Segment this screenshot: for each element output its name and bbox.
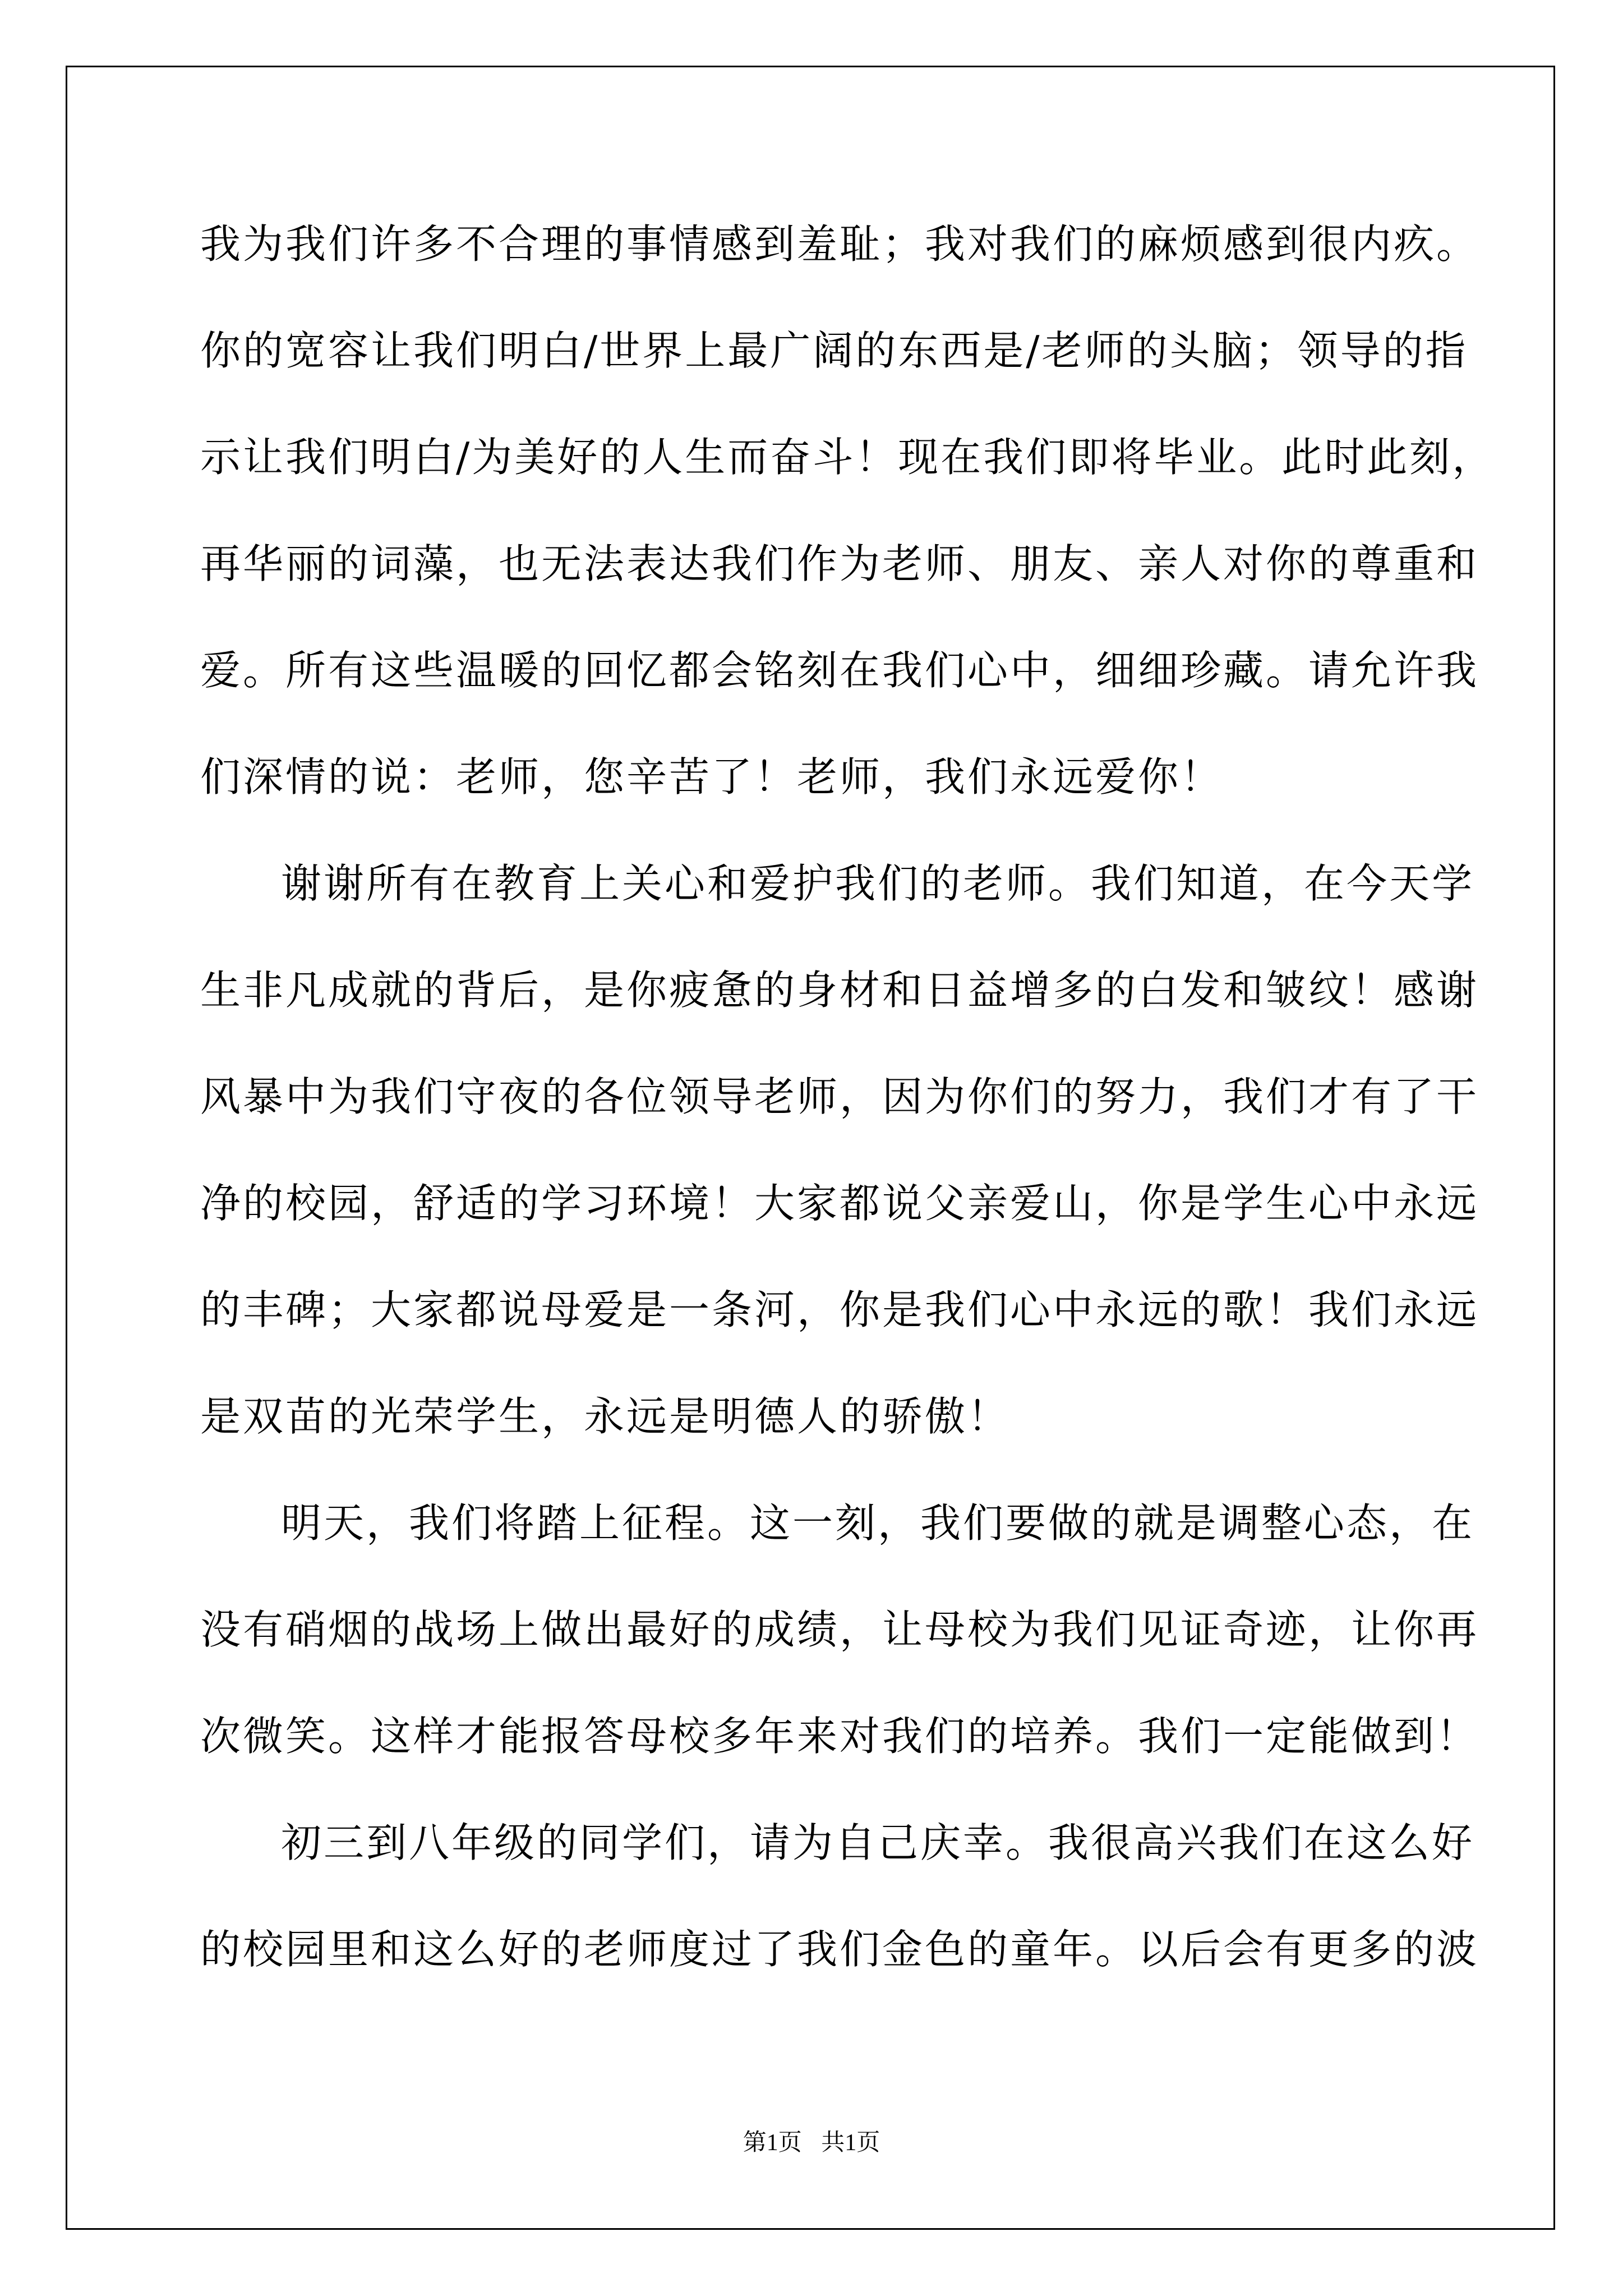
text-line: 明天，我们将踏上征程。这一刻，我们要做的就是调整心态，在 (281, 1499, 1475, 1547)
text-line: 是双苗的光荣学生，永远是明德人的骄傲！ (200, 1393, 1011, 1440)
text-line: 风暴中为我们守夜的各位领导老师，因为你们的努力，我们才有了干 (200, 1073, 1479, 1120)
text-line: 谢谢所有在教育上关心和爱护我们的老师。我们知道，在今天学 (281, 860, 1475, 907)
text-line: 你的宽容让我们明白/世界上最广阔的东西是/老师的头脑；领导的指 (200, 327, 1468, 374)
page-border (66, 66, 1555, 2230)
text-line: 我为我们许多不合理的事情感到羞耻；我对我们的麻烦感到很内疚。 (200, 220, 1479, 268)
text-line: 的校园里和这么好的老师度过了我们金色的童年。以后会有更多的波 (200, 1926, 1479, 1973)
text-line: 示让我们明白/为美好的人生而奋斗！现在我们即将毕业。此时此刻， (200, 434, 1495, 481)
text-line: 没有硝烟的战场上做出最好的成绩，让母校为我们见证奇迹，让你再 (200, 1606, 1479, 1653)
page-total: 共1页 (821, 2130, 880, 2156)
text-line: 的丰碑；大家都说母爱是一条河，你是我们心中永远的歌！我们永远 (200, 1286, 1479, 1333)
page-footer (0, 2126, 1623, 2160)
text-line: 们深情的说：老师，您辛苦了！老师，我们永远爱你！ (200, 753, 1224, 800)
text-line: 再华丽的词藻，也无法表达我们作为老师、朋友、亲人对你的尊重和 (200, 540, 1479, 587)
text-line: 初三到八年级的同学们，请为自己庆幸。我很高兴我们在这么好 (281, 1819, 1475, 1866)
page-number: 第1页 (743, 2130, 802, 2156)
text-line: 爱。所有这些温暖的回忆都会铭刻在我们心中，细细珍藏。请允许我 (200, 647, 1479, 694)
text-line: 净的校园，舒适的学习环境！大家都说父亲爱山，你是学生心中永远 (200, 1180, 1479, 1227)
text-line: 次微笑。这样才能报答母校多年来对我们的培养。我们一定能做到！ (200, 1713, 1479, 1760)
text-line: 生非凡成就的背后，是你疲惫的身材和日益增多的白发和皱纹！感谢 (200, 967, 1479, 1014)
